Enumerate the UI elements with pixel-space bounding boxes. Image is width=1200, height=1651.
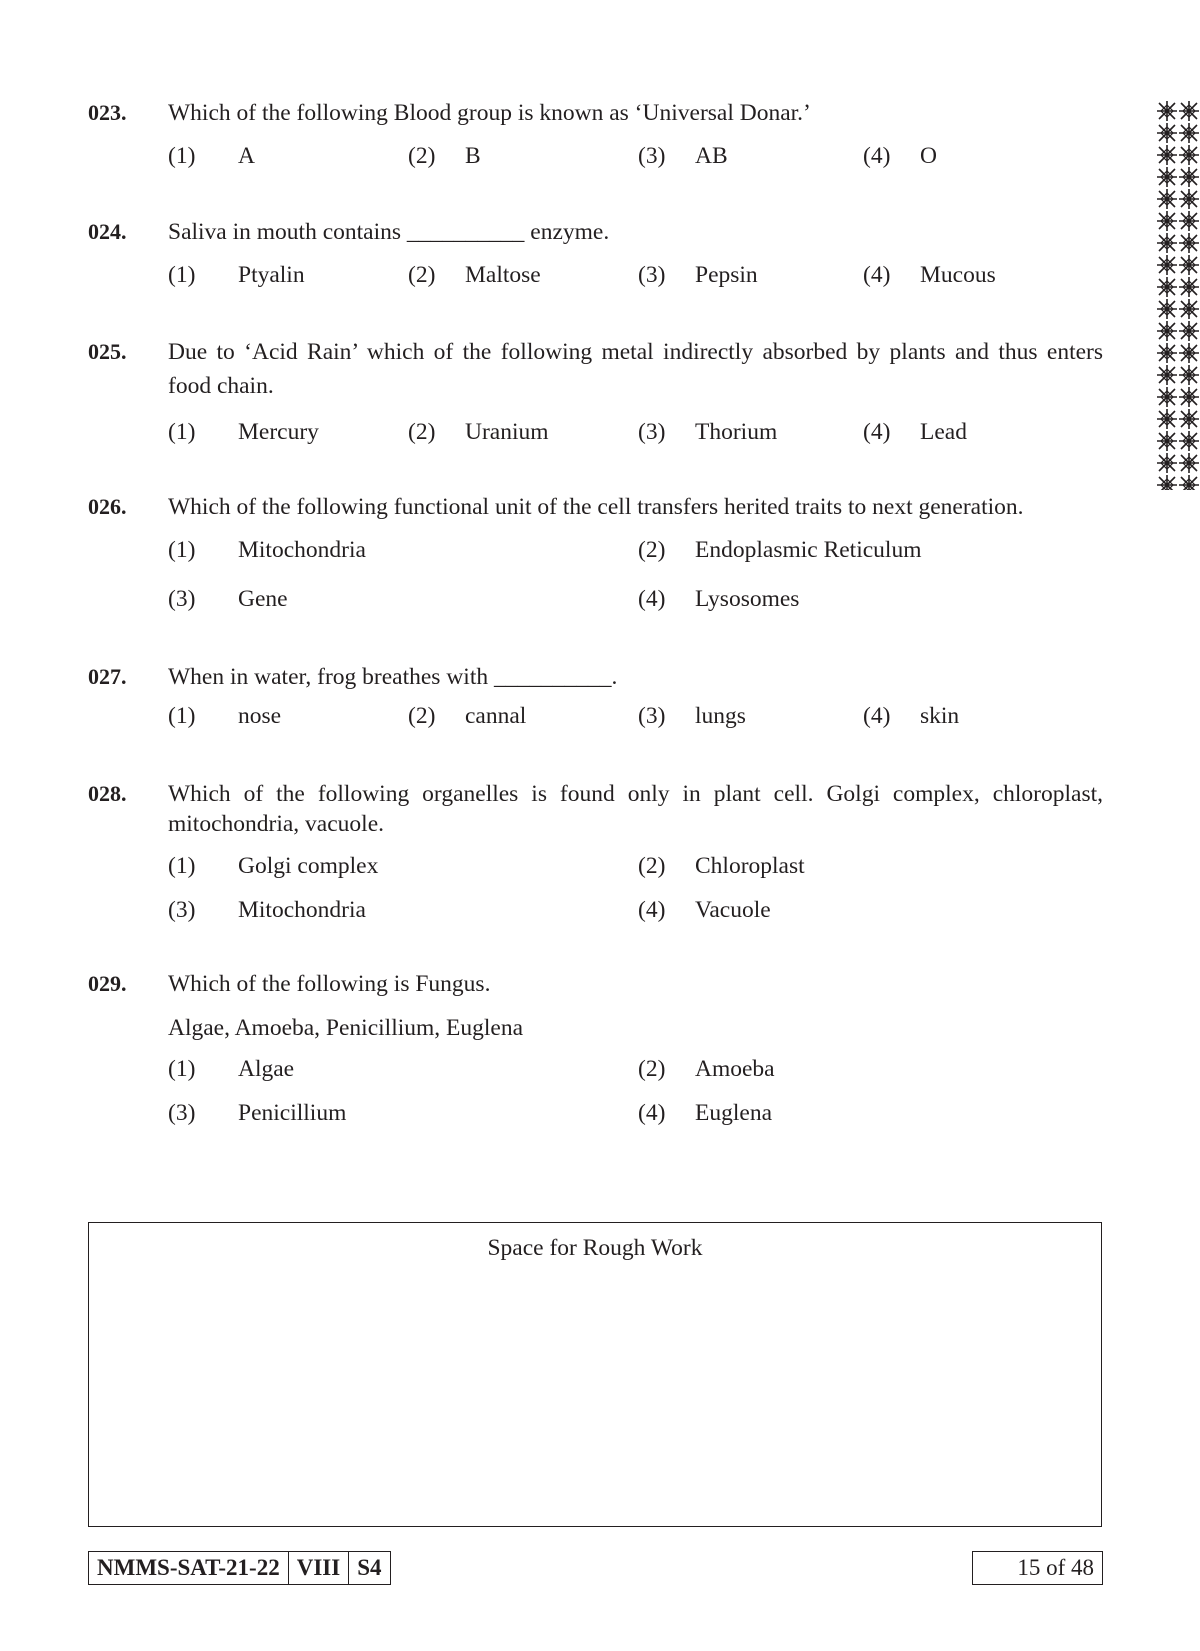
question-number: 029. (88, 971, 127, 996)
option-4[interactable]: (4) skin (863, 703, 960, 729)
option-1[interactable]: (1) nose (168, 703, 282, 729)
option-1[interactable]: (1) Mitochondria (168, 537, 366, 563)
option-2[interactable]: (2) Amoeba (638, 1056, 775, 1082)
option-2[interactable]: (2) Maltose (408, 262, 541, 288)
question-text-line-1: Due to ‘Acid Rain’ which of the following metal indirectly absorbed by plants and thus enters (168, 339, 1103, 365)
question-text-line-2: mitochondria, vacuole. (168, 811, 384, 837)
option-2[interactable]: (2) Endoplasmic Reticulum (638, 537, 922, 563)
exam-set: S4 (357, 1555, 382, 1580)
question-text: When in water, frog breathes with __________. (168, 664, 618, 690)
option-1[interactable]: (1) Algae (168, 1056, 295, 1082)
question-text: Saliva in mouth contains __________ enzyme. (168, 219, 610, 245)
footer-exam-code (88, 1551, 391, 1585)
option-2[interactable]: (2) Chloroplast (638, 853, 805, 879)
option-4[interactable]: (4) Euglena (638, 1100, 772, 1126)
option-3[interactable]: (3) Penicillium (168, 1100, 347, 1126)
question-number: 026. (88, 494, 127, 519)
question-number: 024. (88, 219, 127, 244)
option-4[interactable]: (4) Lead (863, 419, 967, 445)
option-3[interactable]: (3) Mitochondria (168, 897, 366, 923)
option-2[interactable]: (2) Uranium (408, 419, 549, 445)
option-4[interactable]: (4) Vacuole (638, 897, 771, 923)
option-3[interactable]: (3) Pepsin (638, 262, 758, 288)
option-1[interactable]: (1) A (168, 143, 255, 169)
option-1[interactable]: (1) Mercury (168, 419, 319, 445)
option-1[interactable]: (1) Golgi complex (168, 853, 379, 879)
question-text: Which of the following functional unit of the cell transfers herited traits to next generation. (168, 494, 1024, 520)
question-number: 025. (88, 339, 127, 364)
question-text-line-1: Which of the following organelles is found only in plant cell. Golgi complex, chloroplast, (168, 781, 1103, 807)
rough-work-box (88, 1222, 1102, 1527)
decorative-border-pattern-icon (1156, 100, 1200, 490)
option-3[interactable]: (3) lungs (638, 703, 746, 729)
question-text: Which of the following Blood group is known as ‘Universal Donar.’ (168, 100, 811, 126)
question-text: Which of the following is Fungus. (168, 971, 491, 997)
option-4[interactable]: (4) O (863, 143, 937, 169)
exam-code: NMMS-SAT-21-22 (89, 1552, 289, 1584)
option-3[interactable]: (3) Thorium (638, 419, 778, 445)
exam-class: VIII (289, 1552, 349, 1584)
question-subtext: Algae, Amoeba, Penicillium, Euglena (168, 1015, 524, 1041)
rough-work-title: Space for Rough Work (487, 1235, 703, 1261)
option-4[interactable]: (4) Mucous (863, 262, 996, 288)
question-text-line-2: food chain. (168, 373, 274, 399)
page-number: 15 of 48 (972, 1551, 1103, 1585)
option-3[interactable]: (3) AB (638, 143, 728, 169)
question-number: 027. (88, 664, 127, 689)
option-2[interactable]: (2) B (408, 143, 481, 169)
question-number: 023. (88, 100, 127, 125)
option-1[interactable]: (1) Ptyalin (168, 262, 305, 288)
option-3[interactable]: (3) Gene (168, 586, 288, 612)
question-number: 028. (88, 781, 127, 806)
option-2[interactable]: (2) cannal (408, 703, 527, 729)
option-4[interactable]: (4) Lysosomes (638, 586, 800, 612)
